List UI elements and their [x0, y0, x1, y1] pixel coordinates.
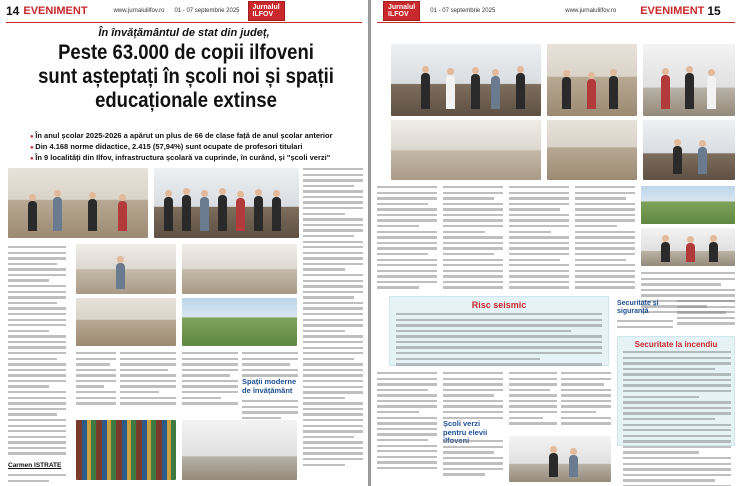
text-column	[443, 186, 503, 292]
photo-computer-lab	[182, 244, 297, 294]
subhead-security: Securitate și siguranță	[617, 300, 659, 316]
photo-green-school	[641, 186, 735, 224]
bullet-item: ● În anul școlar 2025-2026 a apărut un plus de 66 de clase față de anul școlar anterior	[30, 131, 350, 142]
photo-officials-standing	[643, 44, 735, 116]
page-left	[0, 0, 368, 486]
text-column	[377, 186, 437, 292]
text-column	[509, 372, 557, 428]
subhead-modern-spaces: Spații moderne de învățământ	[242, 377, 297, 395]
article-kicker: În învățământul de stat din județ,	[98, 27, 270, 39]
page-number-left: 14	[6, 4, 20, 18]
newspaper-logo-right: Jurnalul ILFOV	[383, 1, 420, 22]
page-header-right	[371, 0, 741, 22]
text-column	[242, 400, 298, 422]
text-column	[617, 320, 673, 331]
text-column	[443, 440, 503, 479]
photo-desks	[391, 120, 541, 180]
page-number-right: 15	[707, 4, 721, 18]
author-signature: Carmen ISTRATE	[8, 462, 62, 469]
text-column	[377, 372, 437, 472]
site-url-left: www.jurnalulilfov.ro	[113, 8, 165, 14]
photo-library	[76, 420, 176, 480]
section-label-right: EVENIMENT	[640, 5, 705, 17]
fire-safety-text	[623, 351, 731, 486]
seismic-risk-box	[389, 296, 609, 366]
issue-date-left: 01 - 07 septembrie 2025	[174, 8, 240, 14]
photo-building	[641, 228, 735, 266]
fire-safety-box	[617, 336, 735, 446]
text-column	[120, 352, 176, 408]
photo-school-officials	[8, 168, 148, 238]
issue-date-right: 01 - 07 septembrie 2025	[430, 8, 496, 14]
header-rule-right	[377, 22, 735, 23]
text-column	[677, 300, 735, 328]
photo-laboratory	[76, 298, 176, 346]
photo-classroom-bottom	[509, 436, 611, 482]
text-column	[8, 474, 66, 485]
photo-classroom-desks	[182, 420, 297, 480]
text-column-right	[303, 168, 363, 469]
text-column	[561, 372, 611, 428]
photo-corridor-visit	[547, 44, 637, 116]
page-right	[371, 0, 741, 486]
photo-group-visit	[154, 168, 299, 238]
photo-classroom	[76, 244, 176, 294]
text-column	[509, 186, 569, 292]
bullet-item: ● În 9 localități din Ilfov, infrastructura școlară va cuprinde, în curând, și "școli verzi"	[30, 153, 350, 164]
photo-lab-room	[547, 120, 637, 180]
text-column	[443, 372, 503, 422]
subhead-green-schools: Școli verzi pentru elevii	[443, 419, 488, 437]
text-column	[575, 186, 635, 292]
seismic-risk-title: Risc seismic	[471, 300, 527, 310]
headline-bullets	[30, 131, 350, 163]
section-label-left: EVENIMENT	[23, 5, 88, 17]
article-headline: Peste 63.000 de copii ilfoveni sunt așteptați în școli noi și spații educaționale extinse	[38, 41, 334, 113]
photo-inspection-hall	[391, 44, 541, 116]
bullet-item: ● Din 4.168 norme didactice, 2.415 (57,94%) sunt ocupate de profesori titulari	[30, 142, 350, 153]
photo-caption-aside	[8, 246, 66, 458]
fire-safety-title: Securitate la incendiu	[634, 340, 718, 349]
header-rule-left	[6, 22, 362, 23]
text-column	[182, 352, 238, 408]
text-column	[76, 352, 116, 408]
seismic-risk-text	[396, 313, 602, 369]
site-url-right: www.jurnalulilfov.ro	[565, 8, 617, 14]
text-column	[242, 352, 298, 380]
photo-schoolyard	[182, 298, 297, 346]
page-header-left	[0, 0, 368, 22]
newspaper-logo-left: Jurnalul ILFOV	[248, 1, 285, 22]
photo-teachers-room	[643, 120, 735, 180]
